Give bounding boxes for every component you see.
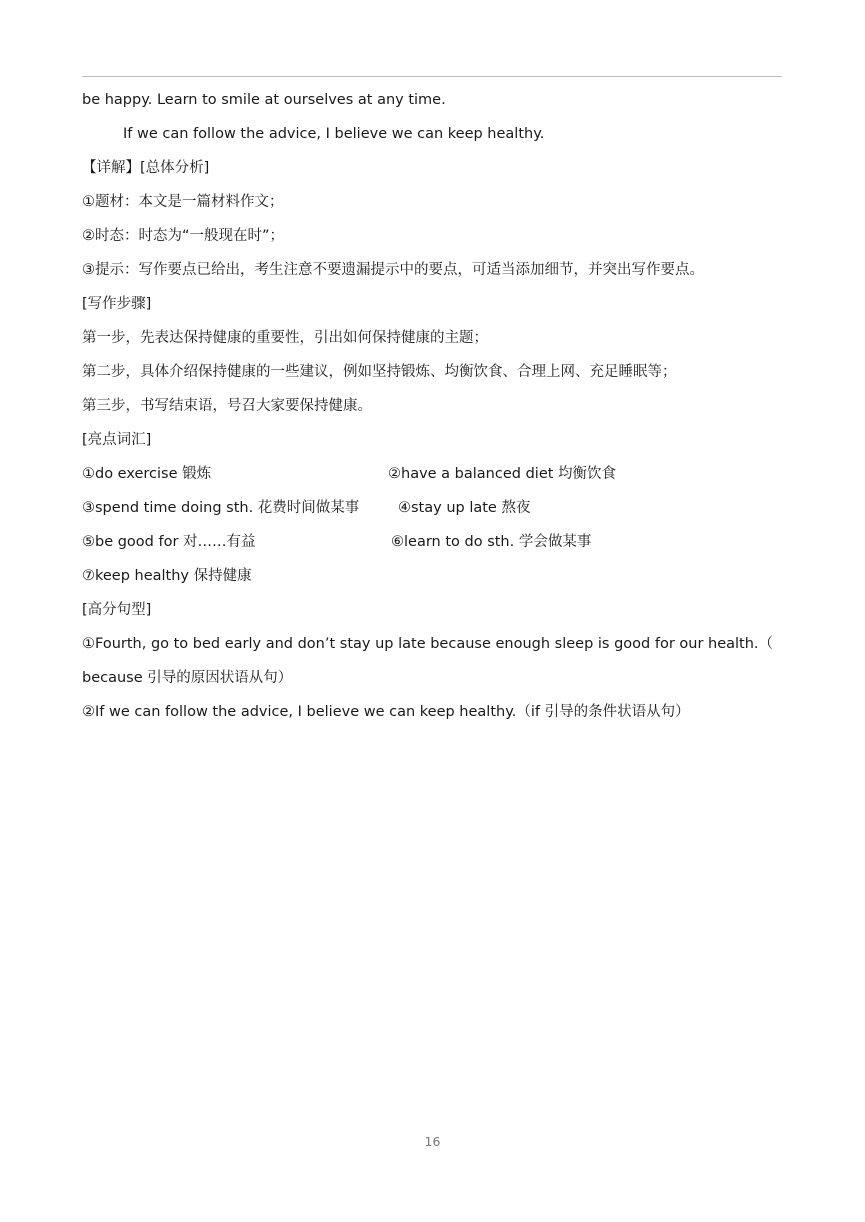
section-heading-analysis: 【详解】[总体分析] — [82, 160, 210, 176]
vocab-item: ②have a balanced diet 均衡饮食 — [388, 466, 617, 482]
section-heading-sentences: [高分句型] — [82, 602, 152, 618]
text-line-continuation: be happy. Learn to smile at ourselves at any time. — [82, 92, 446, 108]
vocab-row — [82, 530, 782, 564]
vocab-item: ⑦keep healthy 保持健康 — [82, 568, 252, 584]
document-body — [82, 88, 782, 734]
section-heading-steps: [写作步骤] — [82, 296, 152, 312]
vocab-item: ①do exercise 锻炼 — [82, 466, 212, 482]
text-line-closing: If we can follow the advice, I believe we can keep healthy. — [123, 126, 545, 142]
vocab-item: ⑤be good for 对……有益 — [82, 534, 256, 550]
section-heading-vocab: [亮点词汇] — [82, 432, 152, 448]
header-rule — [82, 76, 782, 77]
page-number: 16 — [424, 1134, 441, 1149]
analysis-hint: ③提示：写作要点已给出，考生注意不要遗漏提示中的要点，可适当添加细节，并突出写作要点。 — [82, 262, 704, 278]
step-three: 第三步，书写结束语，号召大家要保持健康。 — [82, 398, 372, 414]
step-one: 第一步，先表达保持健康的重要性，引出如何保持健康的主题； — [82, 330, 488, 346]
vocab-item: ③spend time doing sth. 花费时间做某事 — [82, 500, 360, 516]
sentence-two: ②If we can follow the advice, I believe we can keep healthy.（if 引导的条件状语从句） — [82, 704, 690, 720]
analysis-topic: ①题材：本文是一篇材料作文； — [82, 194, 284, 210]
analysis-tense: ②时态：时态为“一般现在时”； — [82, 228, 285, 244]
vocab-row — [82, 564, 782, 598]
vocab-item: ⑥learn to do sth. 学会做某事 — [391, 534, 592, 550]
vocab-row — [82, 496, 782, 530]
step-two: 第二步，具体介绍保持健康的一些建议，例如坚持锻炼、均衡饮食、合理上网、充足睡眠等； — [82, 364, 677, 380]
sentence-one-part-a: ①Fourth, go to bed early and don’t stay up late because enough sleep is good for our health.（ — [82, 636, 774, 652]
vocab-item: ④stay up late 熬夜 — [398, 500, 531, 516]
vocab-row — [82, 462, 782, 496]
sentence-one-part-b: because 引导的原因状语从句） — [82, 670, 293, 686]
